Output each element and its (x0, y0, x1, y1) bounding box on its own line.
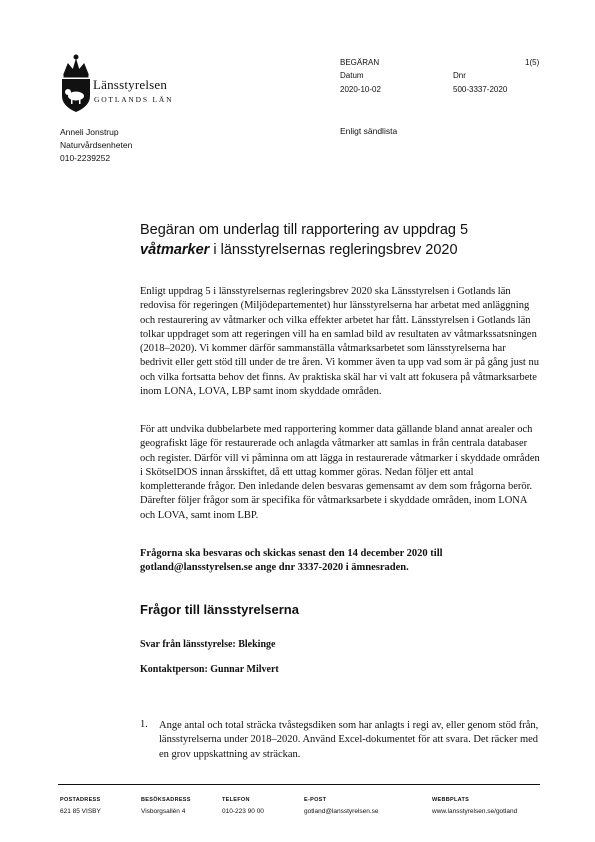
doc-type: BEGÄRAN (340, 58, 380, 67)
deadline-notice: Frågorna ska besvaras och skickas senast den 14 december 2020 till gotland@lansstyrelsen.se ange dnr 3337-2020 i ämnesraden. (140, 548, 443, 574)
contact-person: Kontaktperson: Gunnar Milvert (140, 664, 279, 675)
question-number: 1. (140, 719, 148, 730)
date-label: Datum (340, 71, 364, 80)
crown-icon (64, 55, 88, 77)
footer-web-label: WEBBPLATS (432, 797, 470, 803)
footer-email (304, 797, 379, 815)
dnr-label: Dnr (453, 71, 466, 80)
sender-name: Anneli Jonstrup (60, 127, 119, 137)
footer-phone-label: TELEFON (222, 797, 250, 803)
question-text: Ange antal och total sträcka tvåstegsdiken som har anlagts i regi av, eller genom stöd från, länsstyrelserna under 2018–2020. Använd Excel-dokumentet för att svara. Det räcker med en grov uppskattning av sträckan. (159, 720, 539, 760)
footer-email-label: E-POST (304, 797, 327, 803)
footer-postal (60, 797, 101, 815)
footer-web-value[interactable]: www.lansstyrelsen.se/gotland (432, 808, 518, 815)
paragraph-data: För att undvika dubbelarbete med rapportering kommer data gällande bland annat arealer och geografiskt läge för restaurerade och anlagda våtmarker att samlas in från centrala databaser och register. Därför vill vi påminna om att lägga in restaurerade våtmarker i skyddade områden i SkötselDOS innan årsskiftet, då ett uttag kommer göras. Nedan följer ett antal kompletterande frågor. Den inledande delen besvaras gemensamt av dem som frågorna berör. Därefter följer frågor som är specifika för våtmarksarbete i skyddade områden, inom LONA och LOVA, samt inom LBP. (140, 424, 540, 521)
sender-unit: Naturvårdsenheten (60, 140, 133, 150)
footer-phone-value: 010-223 90 00 (222, 808, 264, 815)
logo-wordmark: Länsstyrelsen (93, 77, 168, 92)
sender-phone: 010-2239252 (60, 153, 111, 163)
sender-block (60, 126, 132, 165)
footer-visit-value: Visborgsallén 4 (141, 808, 186, 815)
footer-visit (141, 797, 191, 815)
recipient: Enligt sändlista (340, 126, 398, 136)
footer-phone (222, 797, 264, 815)
footer-postal-label: POSTADRESS (60, 797, 101, 803)
date-value: 2020-10-02 (340, 85, 381, 94)
footer-visit-label: BESÖKSADRESS (141, 797, 191, 803)
section-heading: Frågor till länsstyrelserna (140, 602, 299, 617)
logo-county: GOTLANDS LÄN (94, 95, 174, 104)
title-line-2: i länsstyrelsernas regleringsbrev 2020 (209, 242, 458, 258)
dnr-value: 500-3337-2020 (453, 85, 508, 94)
shield-icon (62, 79, 90, 112)
footer-postal-value: 621 85 VISBY (60, 808, 101, 815)
paragraph-intro: Enligt uppdrag 5 i länsstyrelsernas regleringsbrev 2020 ska Länsstyrelsen i Gotlands län redovisa för regeringen (Miljödepartementet) hur länsstyrelserna har arbetat med anläggning och restaurering av våtmarker och vilka effekter arbetet har fått. Länsstyrelsen i Gotlands län tolkar uppdraget som att regeringen vill ha en samlad bild av resultaten av våtmarkssatsningen (2018–2020). Vi kommer därför sammanställa våtmarksarbetet som länsstyrelserna har bedrivit eller gett stöd till under de tre åren. Vi kommer även ta upp vad som är på gång just nu och vilka fortsatta behov det finns. Av praktiska skäl har vi valt att fokusera på våtmarksarbete inom LONA, LOVA, LBP samt inom skyddade områden. (140, 286, 539, 398)
footer-email-value[interactable]: gotland@lansstyrelsen.se (304, 808, 379, 815)
footer-web (432, 797, 517, 815)
answer-from: Svar från länsstyrelse: Blekinge (140, 639, 276, 650)
title-emphasis: våtmarker (140, 242, 210, 258)
document-title (140, 220, 540, 260)
page-number: 1(5) (525, 58, 540, 67)
title-line-1: Begäran om underlag till rapportering av uppdrag 5 (140, 222, 469, 238)
footer-divider (58, 784, 540, 785)
